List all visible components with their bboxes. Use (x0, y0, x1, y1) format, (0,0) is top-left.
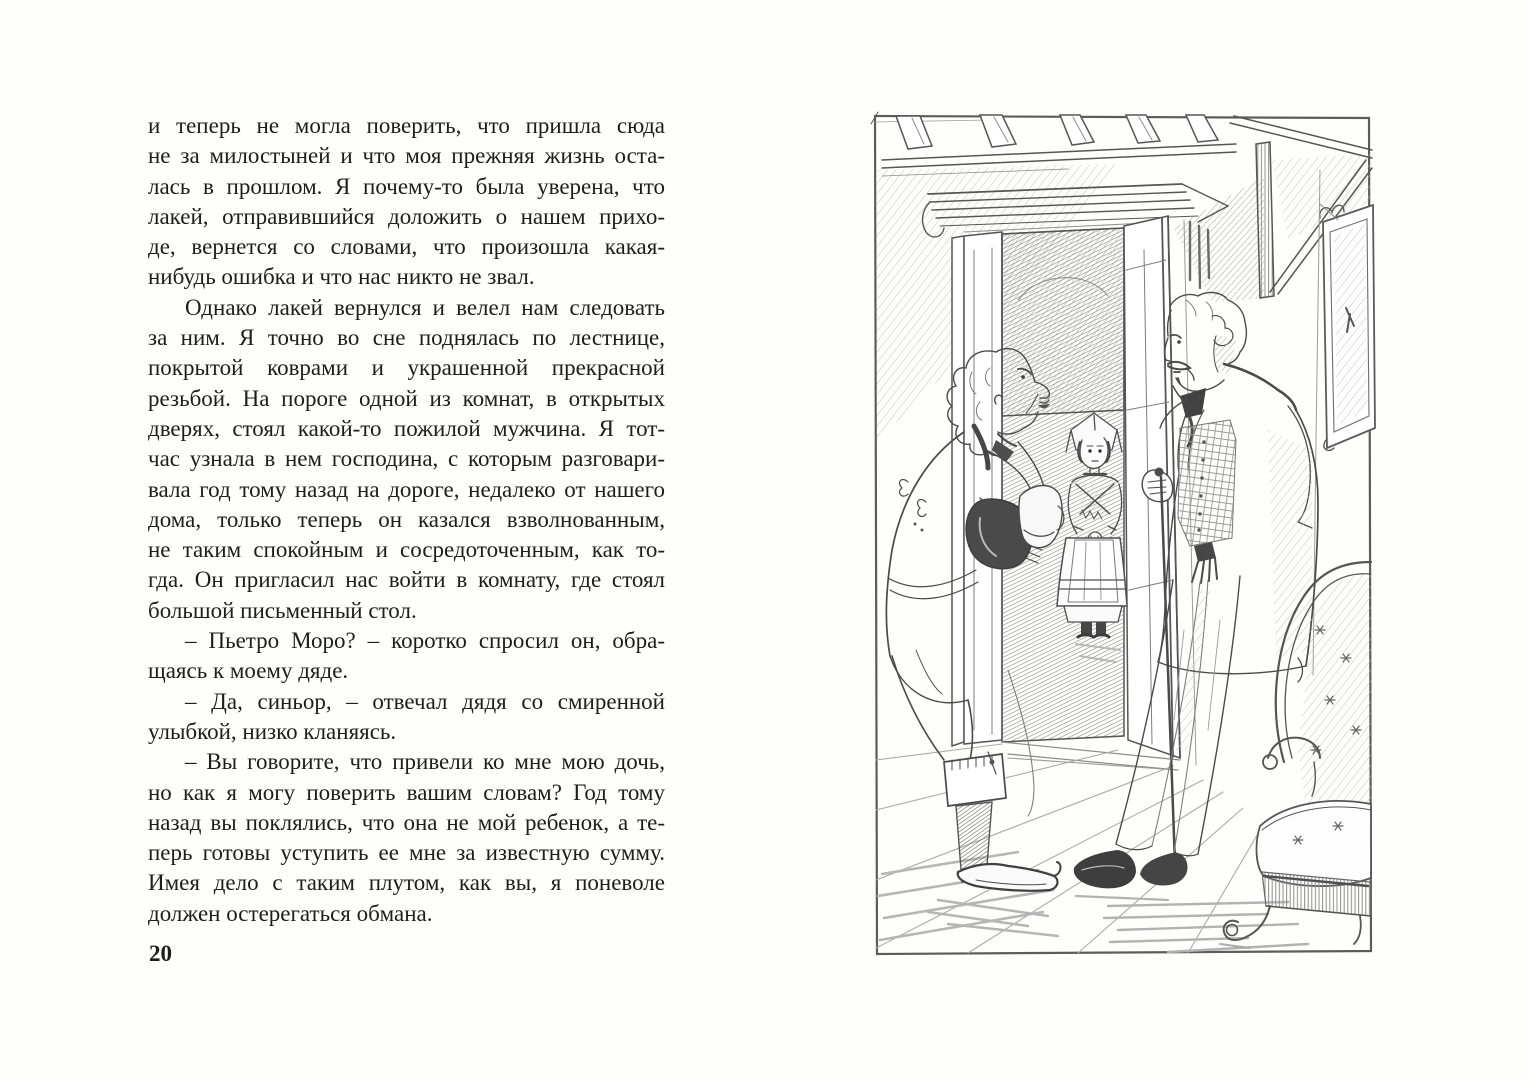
text-line: не за милостыней и что моя прежняя жизнь оста- (148, 143, 665, 169)
text-line: – Пьетро Моро? – коротко спросил он, обра- (185, 628, 665, 654)
text-line: дверях, стоял какой-то пожилой мужчина. Я тот- (148, 415, 665, 441)
text-line: щаясь к моему дяде. (148, 658, 349, 684)
text-line: перь готовы уступить ее мне за известную сумму. (148, 840, 665, 866)
text-line: за ним. Я точно во сне поднялась по лестнице, (148, 325, 665, 351)
text-line: лась в прошлом. Я почему-то была уверена, что (148, 173, 665, 199)
text-line: дома, только теперь он казался взволнованным, (148, 506, 665, 532)
text-line: час узнала в нем господина, с которым разговари- (148, 446, 665, 472)
text-line: покрытой коврами и украшенной прекрасной (148, 355, 665, 381)
text-line: – Да, синьор, – отвечал дядя со смиренной (185, 688, 665, 714)
text-line: Однако лакей вернулся и велел нам следовать (185, 294, 665, 320)
text-column (148, 111, 665, 929)
text-line: Имея дело с таким плутом, как вы, я поневоле (148, 870, 665, 896)
book-illustration (868, 110, 1376, 958)
text-line: вала год тому назад на дороге, недалеко от нашего (148, 476, 665, 502)
text-line: не таким спокойным и сосредоточенным, как то- (148, 537, 665, 563)
text-line: улыбкой, низко кланяясь. (148, 718, 397, 744)
page-number: 20 (149, 941, 172, 966)
text-line: должен остерегаться обмана. (148, 900, 433, 926)
text-line: лакей, отправившийся доложить о нашем прихо- (148, 203, 665, 229)
text-line: но как я могу поверить вашим словам? Год тому (148, 779, 665, 805)
text-line: резьбой. На пороге одной из комнат, в открытых (148, 385, 665, 411)
text-line: и теперь не могла поверить, что пришла сюда (148, 113, 665, 138)
text-line: гда. Он пригласил нас войти в комнату, где стоял (148, 567, 665, 593)
text-line: – Вы говорите, что привели ко мне мою дочь, (185, 749, 665, 775)
text-line: нибудь ошибка и что нас никто не звал. (148, 264, 535, 290)
text-line: де, вернется со словами, что произошла какая- (148, 234, 665, 260)
text-line: назад вы поклялись, что она не мой ребенок, а те- (148, 809, 665, 835)
text-line: большой письменный стол. (148, 597, 417, 623)
